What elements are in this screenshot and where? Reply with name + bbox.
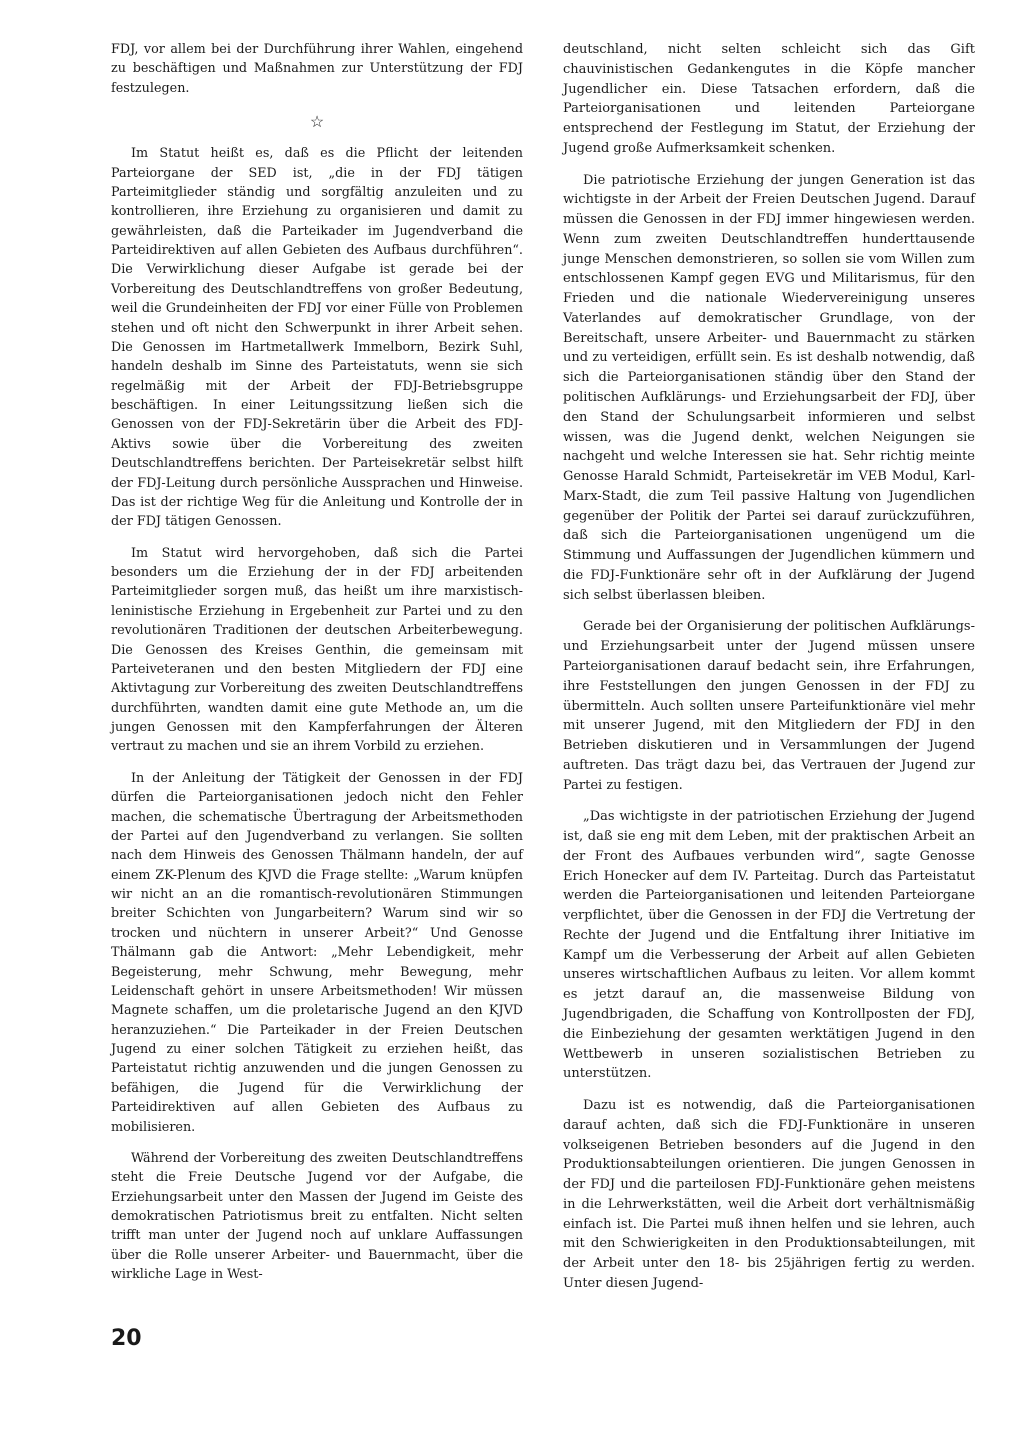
- paragraph: „Das wichtigste in der patriotischen Erziehung der Jugend ist, daß sie eng mit dem Leben, mit der praktischen Arbeit an der Front des Aufbaues verbunden wird“, sagte Genosse Erich Honecker auf dem IV. Parteitag. Durch das Parteistatut werden die Parteiorganisationen und leitenden Parteiorgane verpflichtet, über die Genossen in der FDJ die Vertretung der Rechte der Jugend und die Entfaltung ihrer Initiative im Kampf um die Verbesserung der Arbeit auf allen Gebieten unseres wirtschaftlichen Aufbaus zu leiten. Vor allem kommt es jetzt darauf an, die massenweise Bildung von Jugendbrigaden, die Schaffung von Kontrollposten der FDJ, die Einbeziehung der gesamten werktätigen Jugend in den Wettbewerb in unseren sozialistischen Betrieben zu unterstützen.: [563, 809, 975, 1082]
- paragraph: Gerade bei der Organisierung der politischen Aufklärungs- und Erziehungsarbeit unter der Jugend müssen unsere Parteiorganisationen darauf bedacht sein, ihre Erfahrungen, ihre Feststellungen den jungen Genossen in der FDJ zu übermitteln. Auch sollten unsere Parteifunktionäre viel mehr mit unserer Jugend, mit den Mitgliedern der FDJ in den Betrieben diskutieren und in Versammlungen der Jugend auftreten. Das trägt dazu bei, das Vertrauen der Jugend zur Partei zu festigen.: [563, 619, 975, 793]
- paragraph: Während der Vorbereitung des zweiten Deutschlandtreffens steht die Freie Deutsche Jugend vor der Aufgabe, die Erziehungsarbeit unter den Massen der Jugend im Geiste des demokratischen Patriotismus breit zu entfalten. Nicht selten trifft man unter der Jugend noch auf unklare Auffassungen über die Rolle unserer Arbeiter- und Bauernmacht, über die wirkliche Lage in West-: [111, 1150, 523, 1283]
- paragraph: Die patriotische Erziehung der jungen Generation ist das wichtigste in der Arbeit der Freien Deutschen Jugend. Darauf müssen die Genossen in der FDJ immer hingewiesen werden. Wenn zum zweiten Deutschlandtreffen hunderttausende junge Menschen demonstrieren, so sollen sie vom Willen zum entschlossenen Kampf gegen EVG und Militarismus, für den Frieden und die nationale Wiedervereinigung unseres Vaterlandes auf demokratischer Grundlage, von der Bereitschaft, unsere Arbeiter- und Bauernmacht zu stärken und zu verteidigen, erfüllt sein. Es ist deshalb notwendig, daß sich die Parteiorganisationen ständig über den Stand der politischen Aufklärungs- und Erziehungsarbeit der FDJ, über den Stand der Schulungsarbeit informieren und selbst wissen, was die Jugend denkt, welchen Neigungen sie nachgeht und welche Interessen sie hat. Sehr richtig meinte Genosse Harald Schmidt, Parteisekretär im VEB Modul, Karl-Marx-Stadt, die zum Teil passive Haltung von Jugendlichen gegenüber der Politik der Partei sei darauf zurückzuführen, daß sich die Parteiorganisationen ungenügend um die Stimmung und Auffassungen der Jugendlichen kümmern und die FDJ-Funktionäre sehr oft in der Aufklärung der Jugend sich selbst überlassen bleiben.: [563, 172, 975, 603]
- paragraph: Im Statut heißt es, daß es die Pflicht der leitenden Parteiorgane der SED ist, „die in der FDJ tätigen Parteimitglieder ständig und sorgfältig anzuleiten und zu kontrollieren, ihre Erziehung zu organisieren und damit zu gewährleisten, daß die Parteikader im Jugendverband die Parteidirektiven auf allen Gebieten des Aufbaus durchführen“. Die Verwirklichung dieser Aufgabe ist gerade bei der Vorbereitung des Deutschlandtreffens von großer Bedeutung, weil die Grundeinheiten der FDJ vor einer Fülle von Problemen stehen und oft nicht den Schwerpunkt in ihrer Arbeit sehen. Die Genossen im Hartmetallwerk Immelborn, Bezirk Suhl, handeln deshalb im Sinne des Parteistatuts, wenn sie sich regelmäßig mit der Arbeit der FDJ-Betriebsgruppe beschäftigen. In einer Leitungssitzung ließen sich die Genossen von der FDJ-Sekretärin über die Arbeit des FDJ-Aktivs sowie über die Vorbereitung des zweiten Deutschlandtreffens berichten. Der Parteisekretär selbst hilft der FDJ-Leitung durch persönliche Aussprachen und Hinweise. Das ist der richtige Weg für die Anleitung und Kontrolle der in der FDJ tätigen Genossen.: [111, 146, 523, 530]
- paragraph: FDJ, vor allem bei der Durchführung ihrer Wahlen, eingehend zu beschäftigen und Maßnahmen zur Unterstützung der FDJ festzulegen.: [111, 42, 523, 96]
- paragraph: Dazu ist es notwendig, daß die Parteiorganisationen darauf achten, daß sich die FDJ-Funktionäre in unseren volkseigenen Betrieben besonders auf die Jugend in den Produktionsabteilungen orientieren. Die jungen Genossen in der FDJ und die parteilosen FDJ-Funktionäre gehen meistens in die Lehrwerkstätten, weil die Arbeit dort verhältnismäßig einfach ist. Die Partei muß ihnen helfen und sie lehren, auch mit den Schwierigkeiten in den Produktionsabteilungen, mit der Arbeit unter den 18- bis 25jährigen fertig zu werden. Unter diesen Jugend-: [563, 1098, 975, 1291]
- page-number: 20: [111, 1326, 142, 1351]
- left-column: [111, 40, 523, 1297]
- paragraph: In der Anleitung der Tätigkeit der Genossen in der FDJ dürfen die Parteiorganisationen jedoch nicht den Fehler machen, die schematische Übertragung der Arbeitsmethoden der Partei auf den Jugendverband zu verlangen. Sie sollten nach dem Hinweis des Genossen Thälmann handeln, der auf einem ZK-Plenum des KJVD die Frage stellte: „Warum knüpfen wir nicht an an die romantisch-revolutionären Stimmungen breiter Schichten von Jungarbeitern? Warum sind wir so trocken und nüchtern in unserer Arbeit?“ Und Genosse Thälmann gab die Antwort: „Mehr Lebendigkeit, mehr Begeisterung, mehr Schwung, mehr Bewegung, mehr Leidenschaft gehört in unsere Arbeitsmethoden! Wir müssen Magnete schaffen, um die proletarische Jugend an den KJVD heranzuziehen.“ Die Parteikader in der Freien Deutschen Jugend zu einer solchen Tätigkeit zu erziehen heißt, das Parteistatut richtig anzuwenden und die jungen Genossen zu befähigen, die Jugend für die Verwirklichung der Parteidirektiven auf allen Gebieten des Aufbaus zu mobilisieren.: [111, 770, 523, 1135]
- paragraph: Im Statut wird hervorgehoben, daß sich die Partei besonders um die Erziehung der in der FDJ arbeitenden Parteimitglieder sorgen muß, das heißt um ihre marxistisch-leninistische Erziehung in Ergebenheit zur Partei und zu den revolutionären Traditionen der deutschen Arbeiterbewegung. Die Genossen des Kreises Genthin, die gemeinsam mit Parteiveteranen und den besten Mitgliedern der FDJ eine Aktivtagung zur Vorbereitung des zweiten Deutschlandtreffens durchführten, wandten damit eine gute Methode an, um die jungen Genossen mit den Kampferfahrungen der Älteren vertraut zu machen und sie an ihrem Vorbild zu erziehen.: [111, 545, 523, 755]
- star-separator-icon: ☆: [309, 112, 325, 132]
- right-column: [563, 40, 975, 1306]
- paragraph: deutschland, nicht selten schleicht sich das Gift chauvinistischen Gedankengutes in die Köpfe mancher Jugendlicher ein. Diese Tatsachen erfordern, daß die Parteiorganisationen und leitenden Parteiorgane entsprechend der Festlegung im Statut, der Erziehung der Jugend große Aufmerksamkeit schenken.: [563, 42, 975, 156]
